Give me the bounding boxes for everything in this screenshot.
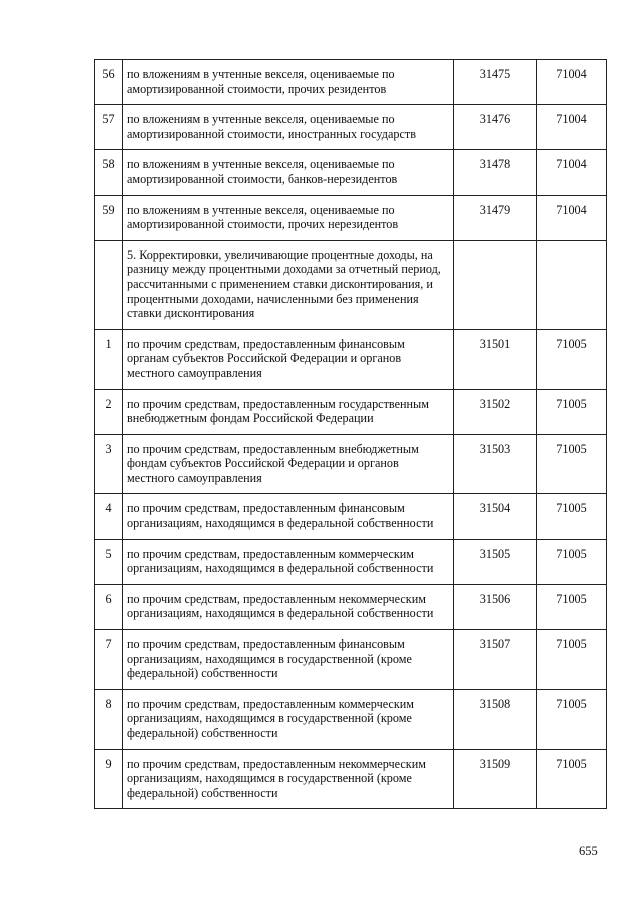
row-code-2: 71005 [537, 749, 607, 809]
row-description: по прочим средствам, предоставленным финансовым организациям, находящимся в государственной (кроме федеральной) собственности [123, 630, 454, 690]
row-description: по вложениям в учтенные векселя, оцениваемые по амортизированной стоимости, иностранных государств [123, 105, 454, 150]
row-number: 7 [95, 630, 123, 690]
row-description: по прочим средствам, предоставленным финансовым органам субъектов Российской Федерации и органов местного самоуправления [123, 329, 454, 389]
table-row [95, 195, 607, 240]
row-number: 4 [95, 494, 123, 539]
table-row [95, 329, 607, 389]
row-code-1: 31479 [454, 195, 537, 240]
section-heading-row [95, 240, 607, 329]
row-code-1: 31505 [454, 539, 537, 584]
accounts-table [94, 59, 607, 809]
row-code-1: 31502 [454, 389, 537, 434]
row-number: 8 [95, 689, 123, 749]
row-number: 56 [95, 60, 123, 105]
row-code-1: 31476 [454, 105, 537, 150]
row-description: по прочим средствам, предоставленным государственным внебюджетным фондам Российской Федерации [123, 389, 454, 434]
row-code-2: 71005 [537, 434, 607, 494]
row-code-2: 71004 [537, 195, 607, 240]
row-description: по вложениям в учтенные векселя, оцениваемые по амортизированной стоимости, прочих резидентов [123, 60, 454, 105]
row-description: по прочим средствам, предоставленным некоммерческим организациям, находящимся в государственной (кроме федеральной) собственности [123, 749, 454, 809]
row-code-2: 71004 [537, 150, 607, 195]
row-number: 2 [95, 389, 123, 434]
row-number: 59 [95, 195, 123, 240]
row-code-1: 31509 [454, 749, 537, 809]
row-code-2: 71005 [537, 584, 607, 629]
row-number [95, 240, 123, 329]
row-code-1: 31506 [454, 584, 537, 629]
page-number: 655 [579, 844, 598, 858]
row-number: 57 [95, 105, 123, 150]
row-number: 6 [95, 584, 123, 629]
table-row [95, 60, 607, 105]
row-description: по прочим средствам, предоставленным коммерческим организациям, находящимся в федеральной собственности [123, 539, 454, 584]
row-number: 1 [95, 329, 123, 389]
row-code-2: 71005 [537, 689, 607, 749]
row-code-1: 31478 [454, 150, 537, 195]
row-code-1 [454, 240, 537, 329]
row-code-2: 71004 [537, 60, 607, 105]
table-row [95, 389, 607, 434]
row-description: по прочим средствам, предоставленным внебюджетным фондам субъектов Российской Федерации и органов местного самоуправления [123, 434, 454, 494]
table-row [95, 630, 607, 690]
table-row [95, 105, 607, 150]
section-heading: 5. Корректировки, увеличивающие процентные доходы, на разницу между процентными доходами за отчетный период, рассчитанными с применением ставки дисконтирования, и процентными доходами, начисленными без применения ставки дисконтирования [123, 240, 454, 329]
row-number: 5 [95, 539, 123, 584]
table-row [95, 434, 607, 494]
row-code-2: 71004 [537, 105, 607, 150]
row-code-2: 71005 [537, 389, 607, 434]
row-description: по прочим средствам, предоставленным некоммерческим организациям, находящимся в федеральной собственности [123, 584, 454, 629]
table-body [95, 60, 607, 809]
table-row [95, 749, 607, 809]
row-description: по вложениям в учтенные векселя, оцениваемые по амортизированной стоимости, прочих нерезидентов [123, 195, 454, 240]
row-number: 3 [95, 434, 123, 494]
row-code-1: 31508 [454, 689, 537, 749]
row-code-2: 71005 [537, 494, 607, 539]
row-code-1: 31507 [454, 630, 537, 690]
row-description: по прочим средствам, предоставленным коммерческим организациям, находящимся в государственной (кроме федеральной) собственности [123, 689, 454, 749]
table-row [95, 539, 607, 584]
table-row [95, 584, 607, 629]
row-number: 58 [95, 150, 123, 195]
row-description: по вложениям в учтенные векселя, оцениваемые по амортизированной стоимости, банков-нерезидентов [123, 150, 454, 195]
table-row [95, 150, 607, 195]
table-row [95, 689, 607, 749]
row-code-2: 71005 [537, 329, 607, 389]
row-code-2: 71005 [537, 630, 607, 690]
row-code-2: 71005 [537, 539, 607, 584]
row-code-1: 31475 [454, 60, 537, 105]
row-code-1: 31501 [454, 329, 537, 389]
table-row [95, 494, 607, 539]
row-code-2 [537, 240, 607, 329]
row-description: по прочим средствам, предоставленным финансовым организациям, находящимся в федеральной собственности [123, 494, 454, 539]
row-code-1: 31503 [454, 434, 537, 494]
row-number: 9 [95, 749, 123, 809]
row-code-1: 31504 [454, 494, 537, 539]
